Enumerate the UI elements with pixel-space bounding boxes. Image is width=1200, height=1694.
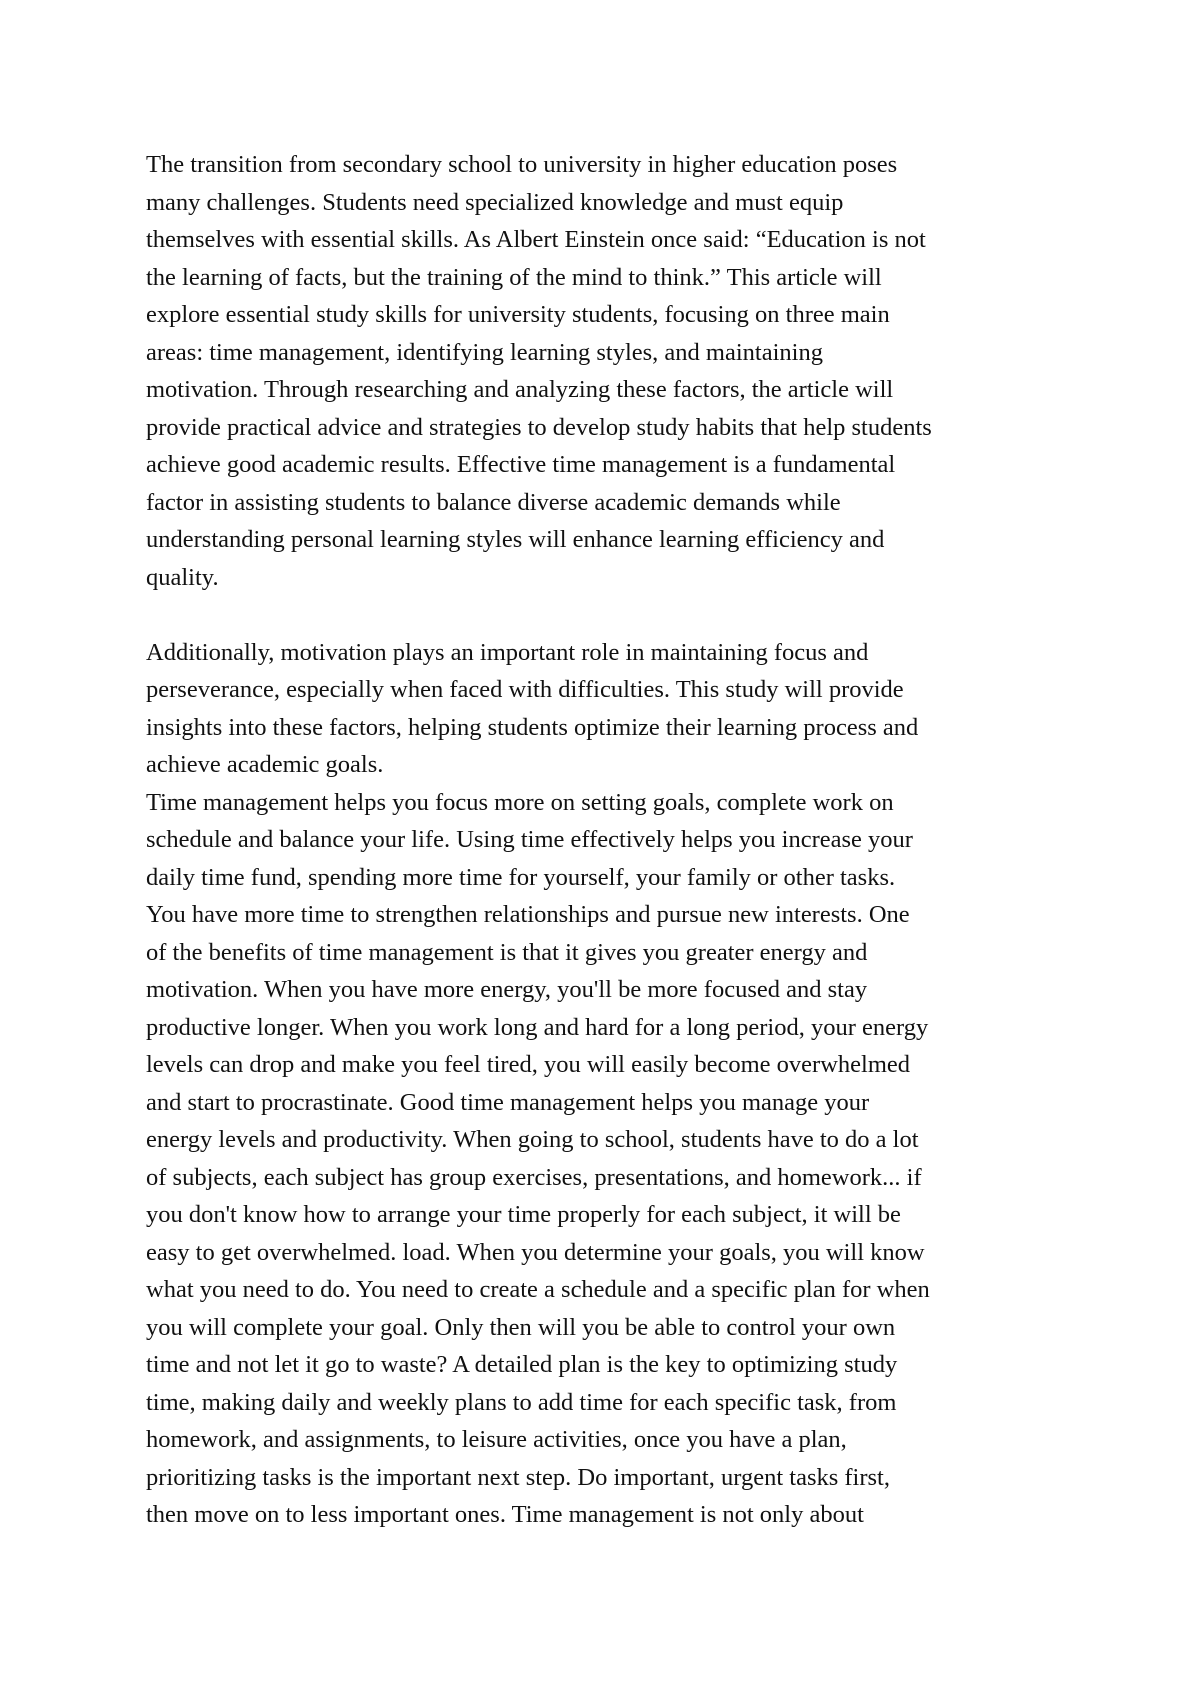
paragraph-spacer	[146, 596, 1081, 634]
paragraph-motivation: Additionally, motivation plays an important role in maintaining focus and perseverance, especially when faced with difficulties. This study will provide insights into these factors, helping students optimize their learning process and achieve academic goals.	[146, 638, 919, 778]
document-body	[146, 146, 1081, 1534]
paragraph-time-management: Time management helps you focus more on setting goals, complete work on schedule and balance your life. Using time effectively helps you increase your daily time fund, spending more time for yourself, your family or other tasks. You have more time to strengthen relationships and pursue new interests. One of the benefits of time management is that it gives you greater energy and motivation. When you have more energy, you'll be more focused and stay productive longer. When you work long and hard for a long period, your energy levels can drop and make you feel tired, you will easily become overwhelmed and start to procrastinate. Good time management helps you manage your energy levels and productivity. When going to school, students have to do a lot of subjects, each subject has group exercises, presentations, and homework... if you don't know how to arrange your time properly for each subject, it will be easy to get overwhelmed. load. When you determine your goals, you will know what you need to do. You need to create a schedule and a specific plan for when you will complete your goal. Only then will you be able to control your own time and not let it go to waste? A detailed plan is the key to optimizing study time, making daily and weekly plans to add time for each specific task, from homework, and assignments, to leisure activities, once you have a plan, prioritizing tasks is the important next step. Do important, urgent tasks first, then move on to less important ones. Time management is not only about	[146, 788, 930, 1528]
paragraph-introduction: The transition from secondary school to university in higher education poses many challenges. Students need specialized knowledge and must equip themselves with essential skills. As Albert Einstein once said: “Education is not the learning of facts, but the training of the mind to think.” This article will explore essential study skills for university students, focusing on three main areas: time management, identifying learning styles, and maintaining motivation. Through researching and analyzing these factors, the article will provide practical advice and strategies to develop study habits that help students achieve good academic results. Effective time management is a fundamental factor in assisting students to balance diverse academic demands while understanding personal learning styles will enhance learning efficiency and quality.	[146, 151, 932, 591]
